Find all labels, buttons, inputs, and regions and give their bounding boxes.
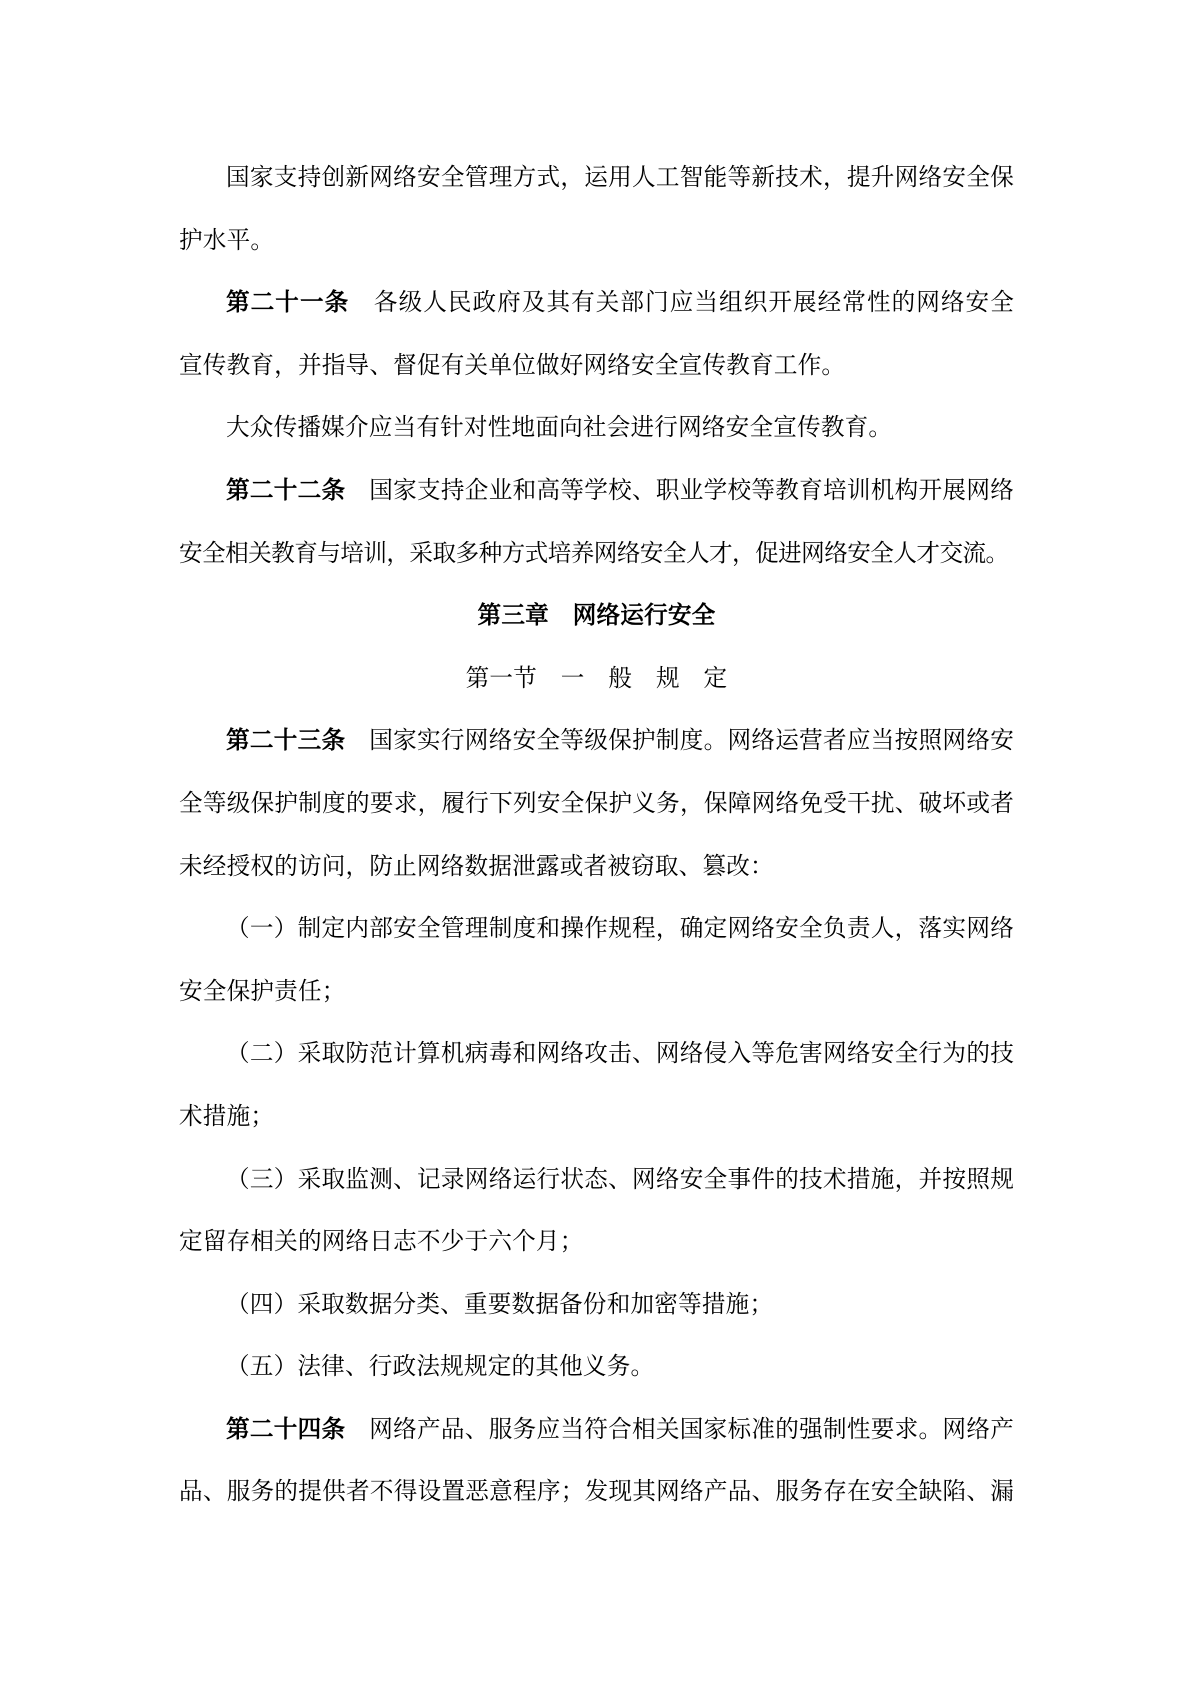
article-number: 第二十三条 (226, 726, 346, 755)
text-line-12 (179, 835, 1014, 898)
text-line-5 (179, 396, 1014, 459)
text-line-22 (179, 1460, 1014, 1523)
body-text: 国家实行网络安全等级保护制度。网络运营者应当按照网络安 (345, 726, 1014, 755)
text-line-11 (179, 772, 1014, 835)
text-line-10 (179, 709, 1014, 772)
body-text: 未经授权的访问，防止网络数据泄露或者被窃取、篡改： (179, 851, 774, 880)
text-line-3 (179, 271, 1014, 334)
body-text: 定留存相关的网络日志不少于六个月； (179, 1227, 584, 1256)
text-line-15 (179, 1022, 1014, 1085)
body-text: 各级人民政府及其有关部门应当组织开展经常性的网络安全 (349, 288, 1014, 317)
body-text: 术措施； (179, 1101, 275, 1130)
text-line-19 (179, 1273, 1014, 1336)
body-text: 护水平。 (179, 225, 275, 254)
text-line-1 (179, 146, 1014, 209)
text-line-7 (179, 522, 1014, 585)
body-text: （五）法律、行政法规规定的其他义务。 (226, 1352, 655, 1381)
body-text: （三）采取监测、记录网络运行状态、网络安全事件的技术措施，并按照规 (226, 1164, 1014, 1193)
body-text: 第一节 一 般 规 定 (465, 663, 728, 692)
text-line-14 (179, 960, 1014, 1023)
body-text: 宣传教育，并指导、督促有关单位做好网络安全宣传教育工作。 (179, 350, 846, 379)
text-line-17 (179, 1148, 1014, 1211)
text-line-9 (179, 647, 1014, 710)
body-text: 安全保护责任； (179, 976, 346, 1005)
text-line-21 (179, 1398, 1014, 1461)
body-text: 安全相关教育与培训，采取多种方式培养网络安全人才，促进网络安全人才交流。 (179, 538, 1009, 567)
article-number: 第二十一条 (226, 288, 350, 317)
text-line-6 (179, 459, 1014, 522)
body-text: 大众传播媒介应当有针对性地面向社会进行网络安全宣传教育。 (226, 413, 893, 442)
chapter-heading: 第三章 网络运行安全 (477, 601, 716, 630)
text-line-20 (179, 1335, 1014, 1398)
body-text: （一）制定内部安全管理制度和操作规程，确定网络安全负责人，落实网络 (226, 914, 1014, 943)
body-text: 国家支持创新网络安全管理方式，运用人工智能等新技术，提升网络安全保 (226, 163, 1014, 191)
text-line-18 (179, 1210, 1014, 1273)
body-text: 品、服务的提供者不得设置恶意程序；发现其网络产品、服务存在安全缺陷、漏 (179, 1477, 1014, 1506)
text-line-13 (179, 897, 1014, 960)
text-line-4 (179, 334, 1014, 397)
article-number: 第二十二条 (226, 475, 346, 504)
document-body (179, 146, 1014, 1523)
article-number: 第二十四条 (226, 1414, 346, 1443)
body-text: （四）采取数据分类、重要数据备份和加密等措施； (226, 1289, 774, 1318)
body-text: 国家支持企业和高等学校、职业学校等教育培训机构开展网络 (345, 475, 1014, 504)
body-text: 网络产品、服务应当符合相关国家标准的强制性要求。网络产 (345, 1414, 1014, 1443)
body-text: （二）采取防范计算机病毒和网络攻击、网络侵入等危害网络安全行为的技 (226, 1039, 1014, 1068)
text-line-8 (179, 584, 1014, 647)
body-text: 全等级保护制度的要求，履行下列安全保护义务，保障网络免受干扰、破坏或者 (179, 788, 1014, 817)
text-line-2 (179, 209, 1014, 272)
text-line-16 (179, 1085, 1014, 1148)
